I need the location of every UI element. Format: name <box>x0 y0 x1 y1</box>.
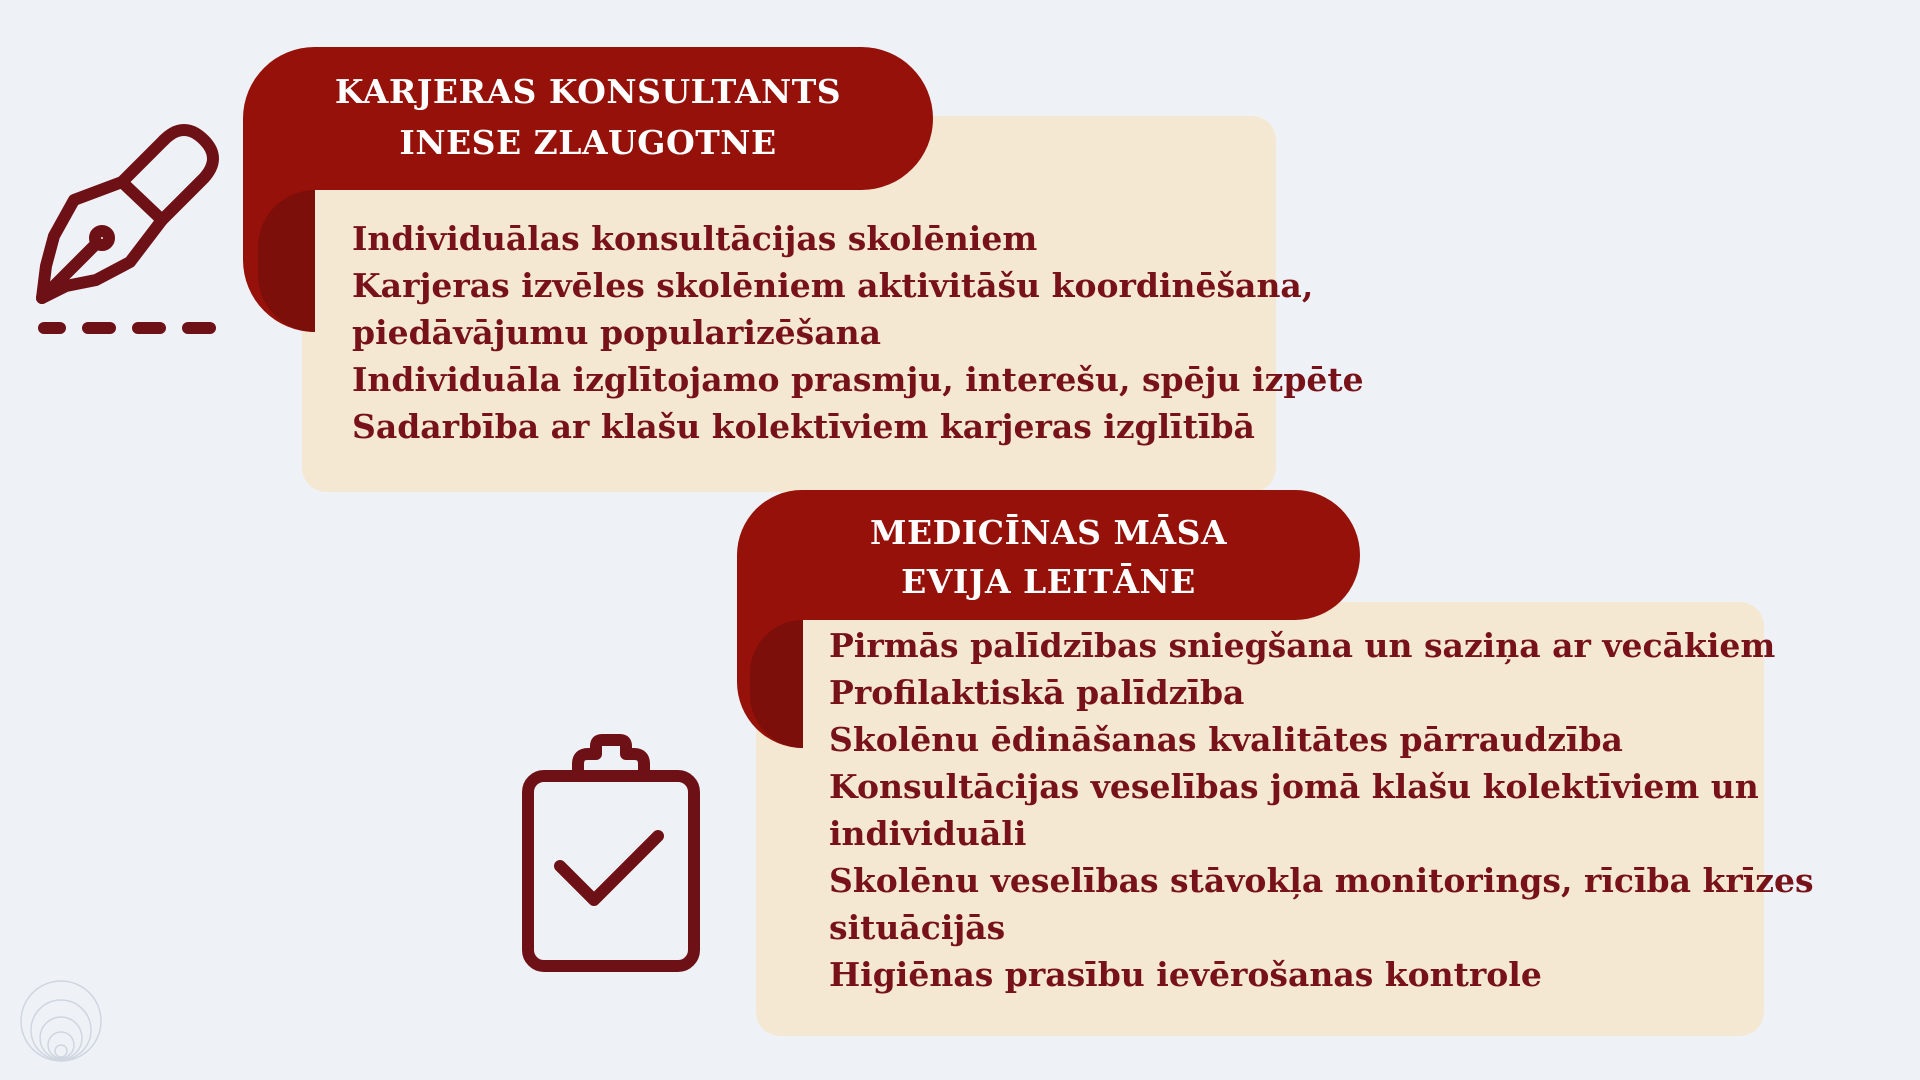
concentric-circles-logo-icon <box>18 978 104 1064</box>
list-item: situācijās <box>829 908 1006 947</box>
list-item: Individuāla izglītojamo prasmju, interešu, spēju izpēte <box>352 360 1364 399</box>
list-item: piedāvājumu popularizēšana <box>352 313 882 352</box>
clipboard-check-icon <box>520 734 702 974</box>
list-item: Pirmās palīdzības sniegšana un saziņa ar vecākiem <box>829 626 1776 665</box>
school-nurse-title: MEDICĪNAS MĀSA <box>869 513 1228 552</box>
career-consultant-name: INESE ZLAUGOTNE <box>399 122 777 162</box>
school-nurse-name: EVIJA LEITĀNE <box>901 562 1196 601</box>
list-item: Karjeras izvēles skolēniem aktivitāšu koordinēšana, <box>352 266 1314 305</box>
fountain-pen-icon <box>14 112 244 340</box>
career-consultant-header <box>243 47 933 190</box>
list-item: Sadarbība ar klašu kolektīviem karjeras izglītībā <box>352 407 1255 446</box>
list-item: Skolēnu ēdināšanas kvalitātes pārraudzība <box>829 720 1623 759</box>
career-consultant-title: KARJERAS KONSULTANTS <box>334 71 842 111</box>
career-consultant-duties <box>352 215 1364 450</box>
school-nurse-duties <box>829 622 1814 998</box>
list-item: Profilaktiskā palīdzība <box>829 673 1245 712</box>
list-item: Konsultācijas veselības jomā klašu kolektīviem un <box>829 767 1759 806</box>
list-item: Higiēnas prasību ievērošanas kontrole <box>829 955 1542 994</box>
list-item: individuāli <box>829 814 1027 853</box>
school-nurse-header <box>737 490 1360 620</box>
list-item: Individuālas konsultācijas skolēniem <box>352 219 1038 258</box>
list-item: Skolēnu veselības stāvokļa monitorings, rīcība krīzes <box>829 861 1814 900</box>
